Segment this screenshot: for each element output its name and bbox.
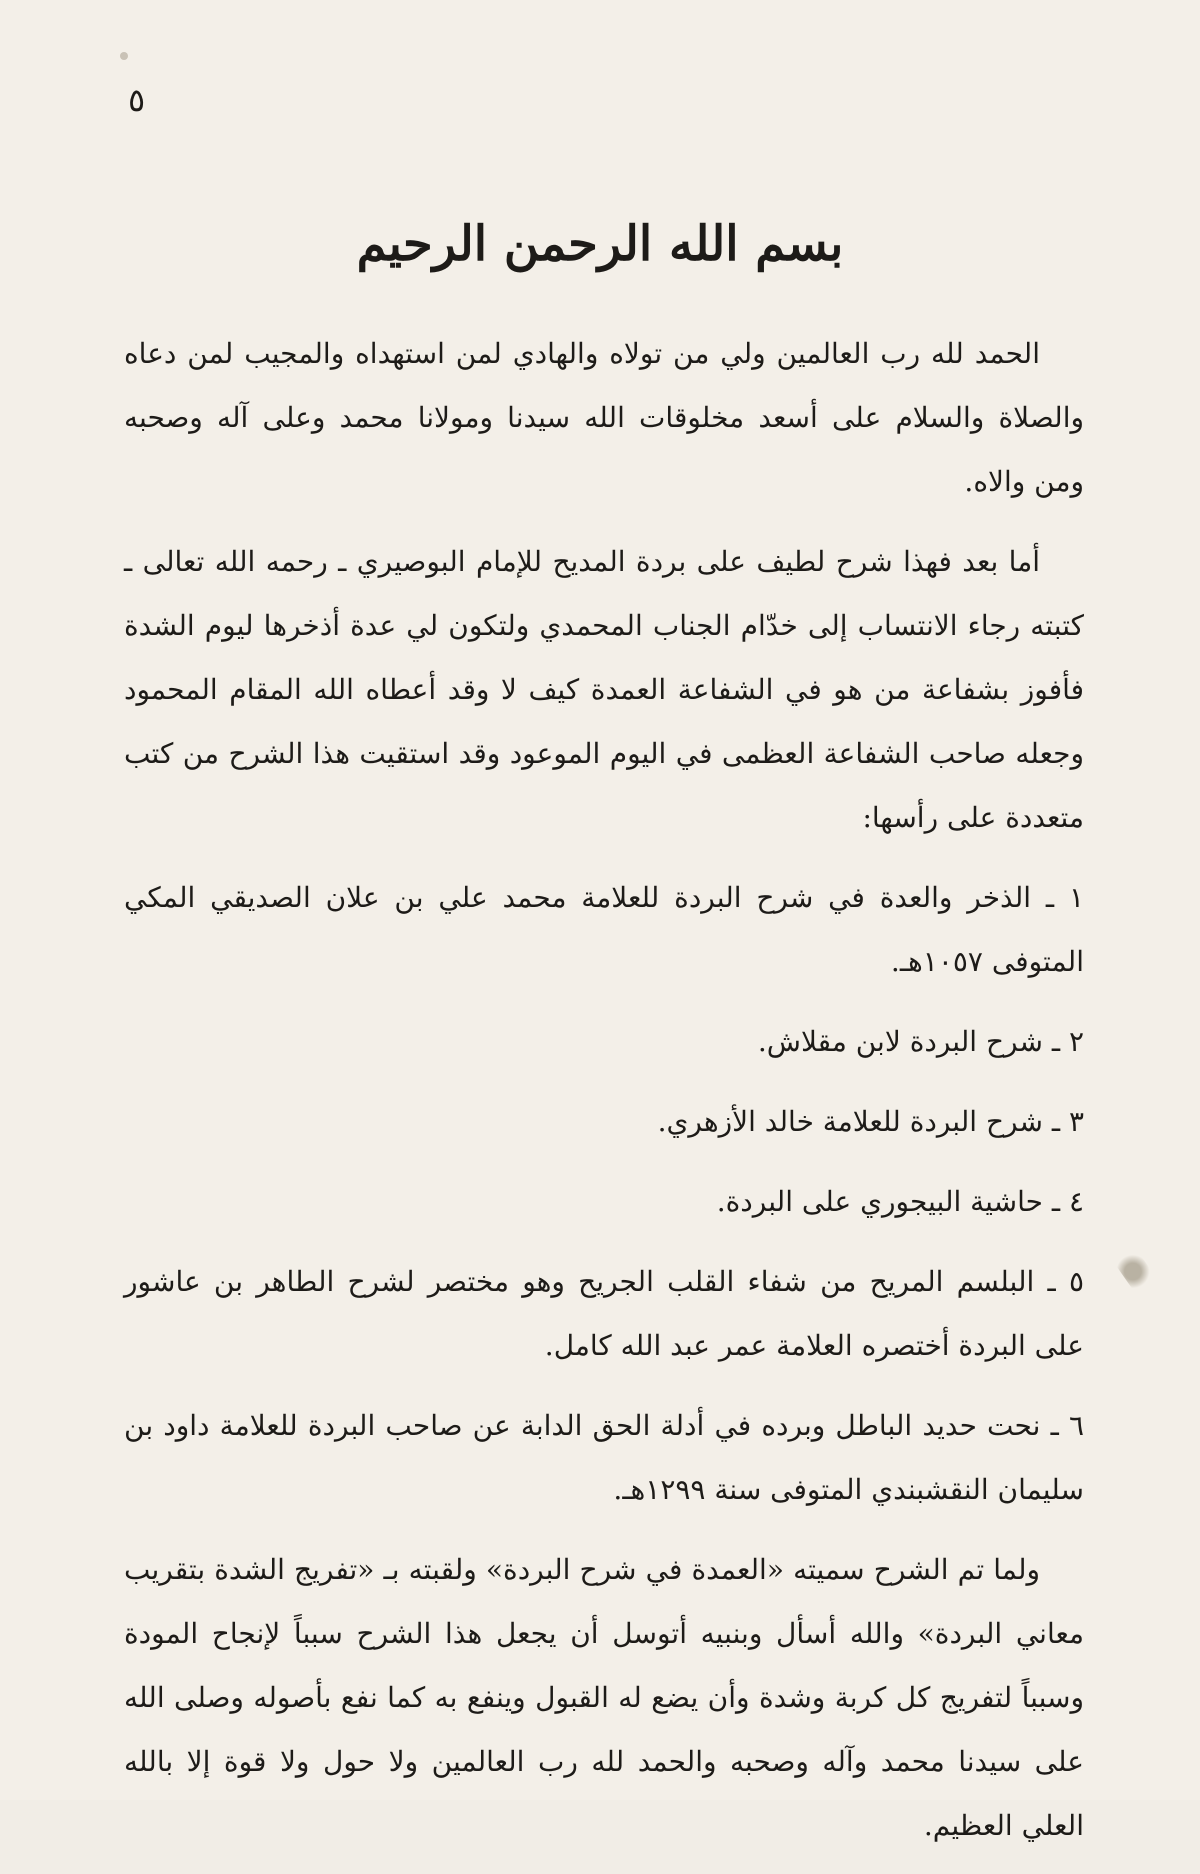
- intro-paragraph-2: أما بعد فهذا شرح لطيف على بردة المديح للإمام البوصيري ـ رحمه الله تعالى ـ كتبته رجاء الانتساب إلى خدّام الجناب المحمدي ولتكون لي عدة أذخرها ليوم الشدة فأفوز بشفاعة من هو في الشفاعة العمدة كيف لا وقد أعطاه الله المقام المحمود وجعله صاحب الشفاعة العظمى في اليوم الموعود وقد استقيت هذا الشرح من كتب متعددة على رأسها:: [124, 545, 1084, 834]
- source-text: البلسم المريح من شفاء القلب الجريح وهو مختصر لشرح الطاهر بن عاشور على البردة أختصره العلامة عمر عبد الله كامل.: [124, 1265, 1084, 1362]
- page-body: [124, 322, 1084, 1874]
- source-text: شرح البردة للعلامة خالد الأزهري.: [657, 1105, 1043, 1138]
- basmala-heading: بسم الله الرحمن الرحيم: [356, 216, 844, 272]
- intro-paragraph-1: الحمد لله رب العالمين ولي من تولاه والهادي لمن استهداه والمجيب لمن دعاه والصلاة والسلام على أسعد مخلوقات الله سيدنا ومولانا محمد وعلى آله وصحبه ومن والاه.: [124, 337, 1084, 498]
- source-text: شرح البردة لابن مقلاش.: [757, 1025, 1043, 1058]
- source-item: [124, 866, 1084, 994]
- source-number: ٣ ـ: [1051, 1105, 1084, 1138]
- source-number: ١ ـ: [1045, 881, 1084, 914]
- page-blemish: [120, 52, 128, 60]
- source-item: [124, 1170, 1084, 1234]
- source-item: [124, 1090, 1084, 1154]
- source-number: ٢ ـ: [1051, 1025, 1084, 1058]
- source-text: حاشية البيجوري على البردة.: [716, 1185, 1043, 1218]
- source-item: [124, 1394, 1084, 1522]
- source-item: [124, 1250, 1084, 1378]
- source-number: ٤ ـ: [1051, 1185, 1084, 1218]
- source-number: ٦ ـ: [1050, 1409, 1084, 1442]
- page-stain: [1114, 1248, 1156, 1292]
- source-text: الذخر والعدة في شرح البردة للعلامة محمد علي بن علان الصديقي المكي المتوفى ١٠٥٧هـ.: [124, 881, 1084, 978]
- page-number: ٥: [128, 81, 146, 119]
- source-item: [124, 1010, 1084, 1074]
- source-number: ٥ ـ: [1047, 1265, 1085, 1298]
- closing-paragraph: ولما تم الشرح سميته «العمدة في شرح البردة» ولقبته بـ «تفريج الشدة بتقريب معاني البردة» والله أسأل وبنبيه أتوسل أن يجعل هذا الشرح سبباً لإنجاح المودة وسبباً لتفريج كل كربة وشدة وأن يضع له القبول وينفع به كما نفع بأصوله وصلى الله على سيدنا محمد وآله وصحبه والحمد لله رب العالمين ولا حول ولا قوة إلا بالله العلي العظيم.: [124, 1553, 1084, 1842]
- source-text: نحت حديد الباطل وبرده في أدلة الحق الدابة عن صاحب البردة للعلامة داود بن سليمان النقشبندي المتوفى سنة ١٢٩٩هـ.: [124, 1409, 1084, 1506]
